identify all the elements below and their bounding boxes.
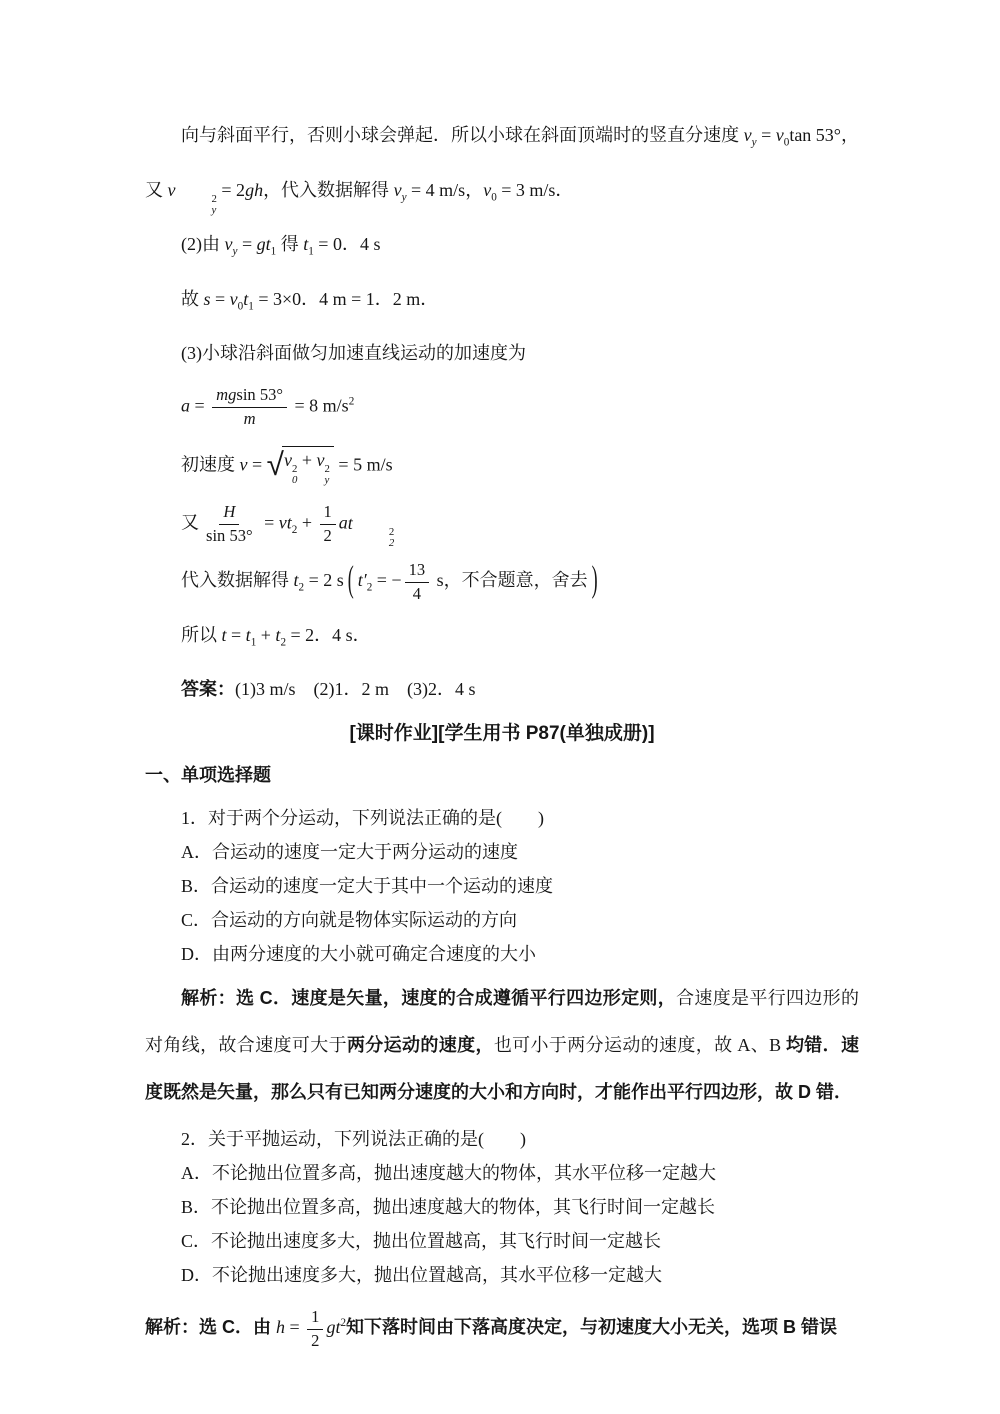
document-page bbox=[145, 112, 859, 1352]
math-variable: v bbox=[224, 234, 233, 255]
superscript: 2 bbox=[348, 395, 355, 408]
sup-sub-stack bbox=[283, 449, 298, 487]
solution-step2-line2 bbox=[145, 276, 859, 331]
subscript: 1 bbox=[270, 245, 277, 258]
math-variable: v bbox=[316, 449, 325, 470]
bold-text-run: 答案： bbox=[181, 679, 235, 700]
text-run: 得 bbox=[276, 234, 304, 255]
fraction bbox=[307, 1307, 323, 1351]
math-variable: t bbox=[303, 234, 309, 255]
math-text: = bbox=[190, 395, 210, 416]
math-text: 13 bbox=[408, 559, 426, 579]
fraction bbox=[320, 502, 336, 546]
homework-header bbox=[145, 713, 859, 755]
solution-substitution-line bbox=[145, 557, 859, 612]
subscript: 1 bbox=[250, 636, 257, 649]
math-text: = 0．4 s bbox=[313, 234, 381, 255]
question-2-explanation bbox=[145, 1298, 859, 1352]
math-variable: v bbox=[283, 449, 292, 470]
math-variable: mg bbox=[216, 385, 237, 405]
text-run: 所以 bbox=[181, 624, 222, 645]
math-text: + bbox=[297, 449, 317, 470]
text-run: ， bbox=[465, 179, 484, 200]
text-run: ，又 bbox=[145, 125, 860, 200]
text-run: 故 bbox=[181, 288, 204, 309]
math-text: 1 bbox=[311, 1307, 320, 1327]
math-text: (1)3 m/s (2)1．2 m (3)2．4 s bbox=[235, 679, 476, 700]
bold-text-run: [课时作业][学生用书 P87(单独成册)] bbox=[349, 723, 655, 745]
question-1-option-a bbox=[145, 835, 859, 869]
math-text: + bbox=[256, 624, 276, 645]
math-variable: s bbox=[203, 288, 211, 309]
bold-text-run: 两分运动的速度， bbox=[346, 1035, 494, 1056]
text-run: ，代入数据解得 bbox=[263, 179, 394, 200]
math-variable: a bbox=[338, 512, 348, 533]
subscript: 0 bbox=[291, 474, 298, 487]
math-text: = − bbox=[372, 570, 402, 591]
math-variable: v bbox=[167, 179, 176, 200]
math-variable: t bbox=[275, 624, 281, 645]
math-text: = 2 s bbox=[304, 570, 344, 591]
big-paren: ( bbox=[347, 558, 354, 600]
math-text: = bbox=[237, 234, 257, 255]
fraction bbox=[202, 502, 257, 546]
math-variable: t bbox=[221, 624, 227, 645]
radical-sign: √ bbox=[266, 447, 284, 484]
math-variable: m bbox=[243, 409, 256, 429]
superscript: 2 bbox=[211, 192, 217, 205]
subscript: 1 bbox=[308, 245, 314, 258]
formula-acceleration bbox=[145, 377, 859, 437]
math-text: = bbox=[247, 454, 267, 475]
math-text: = 3×0．4 m = 1．2 m． bbox=[253, 288, 439, 309]
math-text: + bbox=[297, 512, 317, 533]
text-run: (3)小球沿斜面做匀加速直线运动的加速度为 bbox=[181, 343, 526, 364]
bold-text-run: 一、单项选择题 bbox=[145, 765, 271, 786]
subscript: y bbox=[211, 203, 217, 216]
question-2-option-d bbox=[145, 1258, 859, 1292]
fraction bbox=[212, 385, 287, 429]
subscript: 2 bbox=[298, 581, 305, 594]
math-variable: gh bbox=[245, 179, 264, 200]
math-text: = 4 m/s bbox=[406, 179, 466, 200]
math-text: sin 53° bbox=[206, 526, 253, 546]
solution-total-time bbox=[145, 612, 859, 667]
math-text: = bbox=[210, 288, 230, 309]
math-variable: v bbox=[239, 454, 248, 475]
math-variable: v bbox=[743, 125, 752, 145]
math-text: tan 53° bbox=[789, 125, 842, 145]
math-variable: a bbox=[181, 395, 190, 416]
subscript: y bbox=[751, 136, 757, 149]
solution-step2-line1 bbox=[145, 221, 859, 276]
question-2-option-a bbox=[145, 1156, 859, 1190]
section-title-single-choice bbox=[145, 755, 859, 795]
question-1-option-c bbox=[145, 903, 859, 937]
answer-line bbox=[145, 666, 859, 713]
math-variable: vt bbox=[278, 512, 292, 533]
math-text: 1 bbox=[323, 502, 332, 522]
text-run: 又 bbox=[181, 512, 199, 533]
text-run: ，不合题意，舍去 bbox=[443, 570, 588, 591]
math-variable: h bbox=[276, 1317, 286, 1338]
superscript: 2 bbox=[291, 462, 298, 475]
question-2-stem bbox=[145, 1122, 859, 1156]
math-text: 4 bbox=[412, 583, 421, 603]
subscript: y bbox=[401, 191, 407, 204]
text-run: 初速度 bbox=[181, 454, 240, 475]
superscript: 2 bbox=[388, 525, 395, 538]
subscript: 0 bbox=[783, 136, 790, 149]
math-text: 2 bbox=[323, 526, 332, 546]
subscript: 1 bbox=[248, 300, 254, 313]
text-run: C．合运动的方向就是物体实际运动的方向 bbox=[181, 910, 518, 931]
bold-text-run: 知下落时间由下落高度决定，与初速度大小无关，选项 B 错误 bbox=[346, 1317, 838, 1338]
math-variable: t bbox=[347, 512, 353, 533]
text-run: D．不论抛出速度多大，抛出位置越高，其水平位移一定越大 bbox=[181, 1265, 662, 1286]
text-run: B．合运动的速度一定大于其中一个运动的速度 bbox=[181, 876, 554, 897]
solution-step3-intro bbox=[145, 330, 859, 377]
subscript: 2 bbox=[280, 636, 287, 649]
bold-text-run: 均错．速度既然是矢量，那么只有已知两分速度的大小和方向时，才能作出平行四边形，故 D 错． bbox=[145, 1035, 860, 1103]
subscript: 0 bbox=[491, 191, 497, 204]
bold-text-run: 解析：选 C．由 bbox=[145, 1317, 277, 1338]
math-text: = 5 m/s bbox=[333, 454, 393, 475]
math-text: = 2 bbox=[216, 179, 246, 200]
text-run: B．不论抛出位置多高，抛出速度越大的物体，其飞行时间一定越长 bbox=[181, 1197, 716, 1218]
math-text: = bbox=[756, 125, 776, 145]
formula-initial-velocity bbox=[145, 438, 859, 495]
sup-sub-stack bbox=[167, 179, 217, 216]
sup-sub-stack bbox=[316, 449, 330, 487]
subscript: 2 bbox=[366, 581, 373, 594]
math-variable: t bbox=[293, 570, 299, 591]
text-run: A．不论抛出位置多高，抛出速度越大的物体，其水平位移一定越大 bbox=[181, 1163, 716, 1184]
math-variable: t′ bbox=[357, 570, 367, 591]
solution-part1-paragraph bbox=[145, 112, 859, 221]
question-2-option-b bbox=[145, 1190, 859, 1224]
subscript: y bbox=[232, 245, 238, 258]
text-run: 1．对于两个分运动，下列说法正确的是( ) bbox=[181, 808, 544, 829]
big-paren: ) bbox=[591, 558, 598, 600]
math-text: = bbox=[285, 1317, 305, 1338]
text-run: 合速度是平行四边形的对角线，故合速度可大于 bbox=[145, 988, 859, 1056]
question-1-explanation bbox=[145, 975, 859, 1116]
text-run: 也可小于两分运动的速度，故 A、B bbox=[493, 1035, 786, 1056]
text-run: 2．关于平抛运动，下列说法正确的是( ) bbox=[181, 1129, 526, 1150]
math-text: 2 bbox=[311, 1330, 320, 1350]
text-run: (2)由 bbox=[181, 234, 225, 255]
question-1-stem bbox=[145, 801, 859, 835]
math-variable: v bbox=[483, 179, 492, 200]
question-2-option-c bbox=[145, 1224, 859, 1258]
subscript: 0 bbox=[237, 300, 244, 313]
math-text: = 3 m/s． bbox=[496, 179, 574, 200]
math-variable: t bbox=[245, 624, 251, 645]
superscript: 2 bbox=[324, 462, 330, 475]
math-variable: H bbox=[223, 502, 236, 522]
math-text: = 8 m/s bbox=[290, 395, 349, 416]
question-1-option-b bbox=[145, 869, 859, 903]
sup-sub-stack bbox=[347, 512, 395, 549]
superscript: 2 bbox=[340, 1317, 347, 1330]
subscript: 2 bbox=[388, 536, 395, 549]
math-variable: gt bbox=[326, 1317, 341, 1338]
math-variable: t bbox=[243, 288, 249, 309]
math-text: sin 53° bbox=[236, 385, 284, 405]
math-variable: v bbox=[229, 288, 238, 309]
math-text: = bbox=[226, 624, 246, 645]
text-run: A．合运动的速度一定大于两分运动的速度 bbox=[181, 842, 518, 863]
square-root bbox=[267, 446, 334, 487]
text-run: 代入数据解得 bbox=[181, 570, 294, 591]
math-variable: v bbox=[393, 179, 402, 200]
formula-incline-displacement bbox=[145, 494, 859, 557]
subscript: y bbox=[324, 474, 330, 487]
fraction bbox=[405, 560, 430, 604]
text-run: D．由两分速度的大小就可确定合速度的大小 bbox=[181, 944, 536, 965]
math-variable: v bbox=[775, 125, 784, 145]
text-run: 向与斜面平行，否则小球会弹起．所以小球在斜面顶端时的竖直分速度 bbox=[181, 125, 744, 145]
math-variable: gt bbox=[256, 234, 271, 255]
question-1-option-d bbox=[145, 937, 859, 971]
math-text: s bbox=[432, 570, 444, 591]
math-text: = bbox=[259, 512, 279, 533]
text-run: C．不论抛出速度多大，抛出位置越高，其飞行时间一定越长 bbox=[181, 1231, 662, 1252]
bold-text-run: 解析：选 C．速度是矢量，速度的合成遵循平行四边形定则， bbox=[181, 988, 677, 1009]
math-text: = 2．4 s． bbox=[286, 624, 371, 645]
subscript: 2 bbox=[291, 524, 298, 537]
